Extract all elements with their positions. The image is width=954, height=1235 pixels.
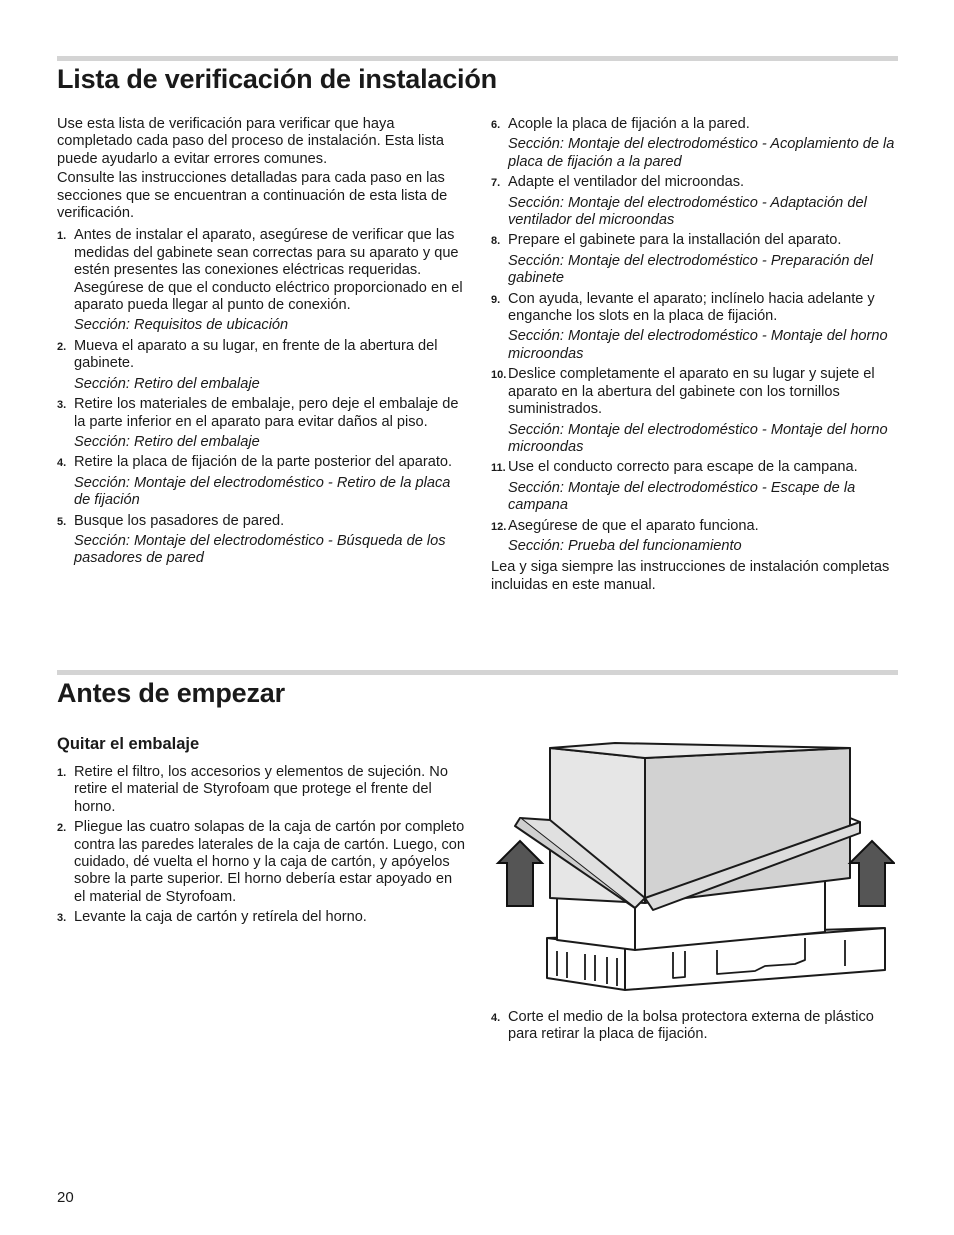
checklist-item-8: 8. Prepare el gabinete para la installación del aparato. Sección: Montaje del electrodoméstico - Preparación del gabinete bbox=[491, 232, 898, 287]
item-text: Mueva el aparato a su lugar, en frente de la abertura del gabinete. bbox=[74, 337, 438, 372]
item-section: Sección: Montaje del electrodoméstico - Acoplamiento de la placa de fijación a la pared bbox=[508, 136, 895, 170]
item-text: Use el conducto correcto para escape de la campana. bbox=[508, 459, 858, 476]
item-section: Sección: Montaje del electrodoméstico - Preparación del gabinete bbox=[508, 252, 874, 287]
item-section: Sección: Montaje del electrodoméstico - Adaptación del ventilador del microondas bbox=[508, 194, 867, 229]
unpack-subtitle: Quitar el embalaje bbox=[57, 735, 200, 753]
intro-paragraph-2: Consulte las instrucciones detalladas para cada paso en las secciones que se encuentran a continuación de esta lista de verificación. bbox=[57, 170, 448, 222]
checklist-item-3: 3. Retire los materiales de embalaje, pero deje el embalaje de la parte inferior en el aparato para evitar daños al piso. Sección: Retiro del embalaje bbox=[57, 396, 467, 451]
item-text: Retire los materiales de embalaje, pero deje el embalaje de la parte inferior en el aparato para evitar daños al piso. bbox=[74, 396, 459, 430]
item-text: Adapte el ventilador del microondas. bbox=[508, 174, 745, 191]
unpack-step-4: 4. Corte el medio de la bolsa protectora externa de plástico para retirar la placa de fijación. bbox=[491, 1009, 898, 1044]
checklist-left-column bbox=[57, 116, 467, 571]
unpack-steps-left bbox=[57, 764, 467, 930]
checklist-item-10: 10. Deslice completamente el aparato en su lugar y sujete el aparato en la abertura del gabinete con los tornillos suministrados. Sección: Montaje del electrodoméstico - Montaje del horno microondas bbox=[491, 366, 898, 456]
checklist-item-12: 12. Asegúrese de que el aparato funciona. Sección: Prueba del funcionamiento bbox=[491, 518, 898, 556]
item-section: Sección: Montaje del electrodoméstico - Búsqueda de los pasadores de pared bbox=[74, 532, 446, 567]
item-section: Sección: Retiro del embalaje bbox=[74, 433, 260, 450]
checklist-item-7: 7. Adapte el ventilador del microondas. Sección: Montaje del electrodoméstico - Adaptación del ventilador del microondas bbox=[491, 174, 898, 229]
section-rule bbox=[57, 670, 898, 675]
item-section: Sección: Retiro del embalaje bbox=[74, 375, 260, 392]
checklist-item-9: 9. Con ayuda, levante el aparato; inclínelo hacia adelante y enganche los slots en la placa de fijación. Sección: Montaje del electrodoméstico - Montaje del horno microondas bbox=[491, 291, 898, 364]
before-title: Antes de empezar bbox=[57, 678, 285, 708]
step-text: Retire el filtro, los accesorios y elementos de sujeción. No retire el material de Styrofoam que protege el frente del horno. bbox=[74, 764, 448, 815]
item-text: Busque los pasadores de pared. bbox=[74, 512, 285, 529]
item-section: Sección: Montaje del electrodoméstico - Retiro de la placa de fijación bbox=[74, 474, 451, 509]
lift-arrow-left bbox=[498, 841, 542, 906]
unpack-steps-right bbox=[491, 1009, 898, 1047]
item-section: Sección: Prueba del funcionamiento bbox=[508, 537, 742, 554]
intro-paragraph-1: Use esta lista de verificación para verificar que haya completado cada paso del proceso de instalación. Esta lista puede ayudarlo a evitar errores comunes. bbox=[57, 116, 444, 167]
item-text: Antes de instalar el aparato, asegúrese de verificar que las medidas del gabinete sean correctas para su aparato y que estén presentes las conexiones eléctricas requeridas. Asegúrese de que el conducto eléctrico proporcionado en el aparato pueda llegar al punto de conexión. bbox=[74, 227, 463, 314]
unpack-step-2: 2. Pliegue las cuatro solapas de la caja de cartón por completo contra las paredes laterales de la caja de cartón. Luego, con cuidado, dé vuelta el horno y la caja de cartón, y apóyelos sobre la parte superior. El horno debería estar apoyado en el material de Styrofoam. bbox=[57, 819, 466, 905]
item-text: Con ayuda, levante el aparato; inclínelo hacia adelante y enganche los slots en la placa de fijación. bbox=[508, 290, 875, 325]
item-section: Sección: Montaje del electrodoméstico - Montaje del horno microondas bbox=[508, 328, 888, 362]
checklist-right-column bbox=[491, 116, 898, 596]
checklist-title: Lista de verificación de instalación bbox=[57, 64, 497, 94]
checklist-item-5: 5. Busque los pasadores de pared. Sección: Montaje del electrodoméstico - Búsqueda de los pasadores de pared bbox=[57, 513, 467, 568]
checklist-item-1: 1. Antes de instalar el aparato, asegúrese de verificar que las medidas del gabinete sean correctas para su aparato y que estén presentes las conexiones eléctricas requeridas. Asegúrese de que el conducto eléctrico proporcionado en el aparato pueda llegar al punto de conexión. Sección: Requisitos de ubicación bbox=[57, 227, 467, 334]
item-text: Asegúrese de que el aparato funciona. bbox=[508, 517, 759, 534]
checklist-item-2: 2. Mueva el aparato a su lugar, en frente de la abertura del gabinete. Sección: Retiro del embalaje bbox=[57, 338, 467, 393]
top-rule bbox=[57, 56, 898, 61]
checklist-item-4: 4. Retire la placa de fijación de la parte posterior del aparato. Sección: Montaje del electrodoméstico - Retiro de la placa de fijación bbox=[57, 454, 467, 509]
item-section: Sección: Montaje del electrodoméstico - Montaje del horno microondas bbox=[508, 421, 888, 455]
item-text: Retire la placa de fijación de la parte posterior del aparato. bbox=[74, 454, 453, 471]
unpack-step-3: 3. Levante la caja de cartón y retírela del horno. bbox=[57, 909, 467, 926]
carton-lift-illustration bbox=[495, 738, 895, 1000]
item-text: Deslice completamente el aparato en su lugar y sujete el aparato en la abertura del gabinete con los tornillos suministrados. bbox=[508, 366, 875, 418]
step-text: Corte el medio de la bolsa protectora externa de plástico para retirar la placa de fijación. bbox=[508, 1009, 874, 1043]
unpack-step-1: 1. Retire el filtro, los accesorios y elementos de sujeción. No retire el material de Styrofoam que protege el frente del horno. bbox=[57, 764, 467, 816]
checklist-item-11: 11. Use el conducto correcto para escape de la campana. Sección: Montaje del electrodoméstico - Escape de la campana bbox=[491, 459, 898, 514]
item-section: Sección: Requisitos de ubicación bbox=[74, 317, 289, 334]
item-text: Acople la placa de fijación a la pared. bbox=[508, 116, 750, 132]
checklist-outro: Lea y siga siempre las instrucciones de instalación completas incluidas en este manual. bbox=[491, 559, 890, 593]
lift-arrow-right bbox=[850, 841, 894, 906]
step-text: Pliegue las cuatro solapas de la caja de cartón por completo contra las paredes laterales de la caja de cartón. Luego, con cuidado, dé vuelta el horno y la caja de cartón, y apóyelos sobre la parte superior. El horno debería estar apoyado en el material de Styrofoam. bbox=[74, 819, 466, 905]
page-number: 20 bbox=[57, 1189, 74, 1206]
item-text: Prepare el gabinete para la installación del aparato. bbox=[508, 232, 842, 249]
item-section: Sección: Montaje del electrodoméstico - Escape de la campana bbox=[508, 479, 856, 514]
checklist-item-6: 6. Acople la placa de fijación a la pared. Sección: Montaje del electrodoméstico - Acoplamiento de la placa de fijación a la pared bbox=[491, 116, 898, 171]
step-text: Levante la caja de cartón y retírela del horno. bbox=[74, 909, 367, 926]
